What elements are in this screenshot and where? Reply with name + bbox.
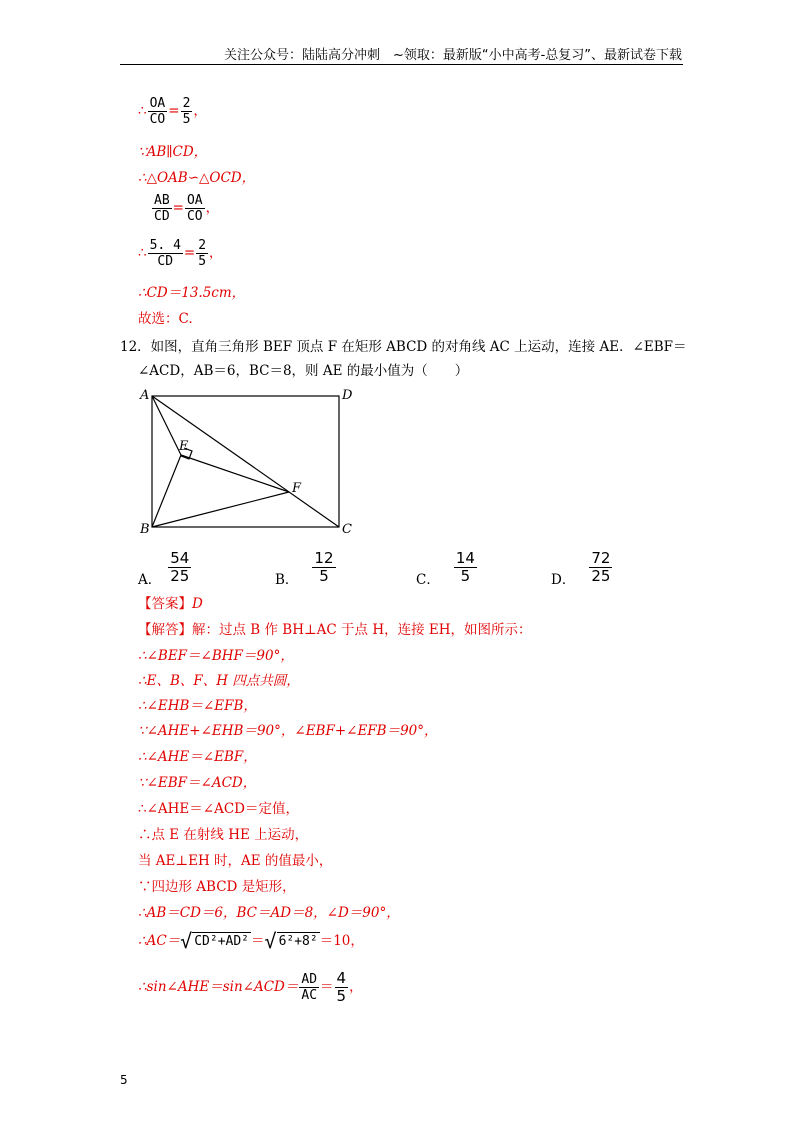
answer-line: 【答案】D	[138, 596, 203, 612]
solution-step-13: ∴sin∠AHE＝sin∠ACD＝ $\frac{AD}{AC}$ ＝ $\frac{4}{5}$ ，	[138, 969, 363, 1005]
ratio-line-1: ∴ $\frac{OA}{CO}$ = $\frac{2}{5}$ ，	[138, 96, 207, 127]
segment-ef	[181, 455, 289, 492]
label-b: B	[140, 522, 150, 537]
label-c: C	[342, 522, 352, 537]
solution-step-12: ∴AC＝√ CD²+AD² ＝√ 6²+8² ＝10，	[138, 929, 364, 953]
header-rule	[120, 64, 683, 65]
geometry-figure	[138, 388, 358, 538]
label-d: D	[342, 388, 353, 403]
page-header: 关注公众号：陆陆高分冲刺 ~领取：最新版“小中高考-总复习”、最新试卷下载	[223, 48, 682, 63]
segment-ae	[152, 396, 181, 455]
question-line-1: 12．如图，直角三角形 BEF 顶点 F 在矩形 ABCD 的对角线 AC 上运动，连接 AE．∠EBF＝	[120, 339, 687, 355]
sqrt-cd-ad: √ CD²+AD²	[180, 929, 250, 953]
ratio-line-2: $\frac{AB}{CD}$ = $\frac{OA}{CO}$ ，	[154, 193, 220, 224]
solution-step-2: ∴E、B、F、H 四点共圆，	[138, 673, 300, 689]
solution-step-9: 当 AE⊥EH 时，AE 的值最小，	[138, 853, 333, 869]
ratio-line-3: ∴ $\frac{5. 4}{CD}$ = $\frac{2}{5}$ ，	[138, 238, 223, 269]
option-d[interactable]: D． $\frac{72}{25}$	[551, 548, 611, 588]
question-line-2: ∠ACD，AB＝6，BC＝8，则 AE 的最小值为（ ）	[138, 363, 469, 379]
solution-step-1: ∴∠BEF＝∠BHF＝90°，	[138, 648, 294, 664]
similar-line: ∴△OAB∽△OCD，	[138, 170, 256, 186]
choice-line: 故选：C.	[138, 311, 193, 327]
label-a: A	[140, 388, 150, 403]
option-c[interactable]: C． $\frac{14}{5}$	[416, 548, 475, 588]
cd-result-line: ∴CD＝13.5cm，	[138, 285, 246, 301]
segment-bf	[152, 492, 289, 527]
option-b[interactable]: B． $\frac{12}{5}$	[275, 548, 334, 588]
diagonal-ac	[152, 396, 339, 527]
page-number: 5	[120, 1073, 128, 1087]
solution-step-7: ∴∠AHE＝∠ACD＝定值，	[138, 801, 299, 817]
option-a[interactable]: A． $\frac{54}{25}$	[138, 548, 190, 588]
solution-step-11: ∴AB＝CD＝6，BC＝AD＝8，∠D＝90°，	[138, 905, 400, 921]
solution-intro: 【解答】解：过点 B 作 BH⊥AC 于点 H，连接 EH，如图所示：	[138, 622, 532, 638]
segment-eb	[152, 455, 181, 527]
label-f: F	[292, 481, 302, 496]
solution-step-4: ∵∠AHE+∠EHB＝90°，∠EBF+∠EFB＝90°，	[138, 723, 438, 739]
parallel-line: ∵AB∥CD，	[138, 144, 208, 160]
solution-step-3: ∴∠EHB＝∠EFB，	[138, 698, 257, 714]
solution-step-5: ∴∠AHE＝∠EBF，	[138, 749, 257, 765]
solution-step-8: ∴点 E 在射线 HE 上运动，	[138, 827, 309, 843]
solution-step-6: ∵∠EBF＝∠ACD，	[138, 775, 257, 791]
sqrt-6-8: √ 6²+8²	[264, 929, 318, 953]
solution-step-10: ∵四边形 ABCD 是矩形，	[138, 879, 296, 895]
label-e: E	[179, 439, 189, 454]
